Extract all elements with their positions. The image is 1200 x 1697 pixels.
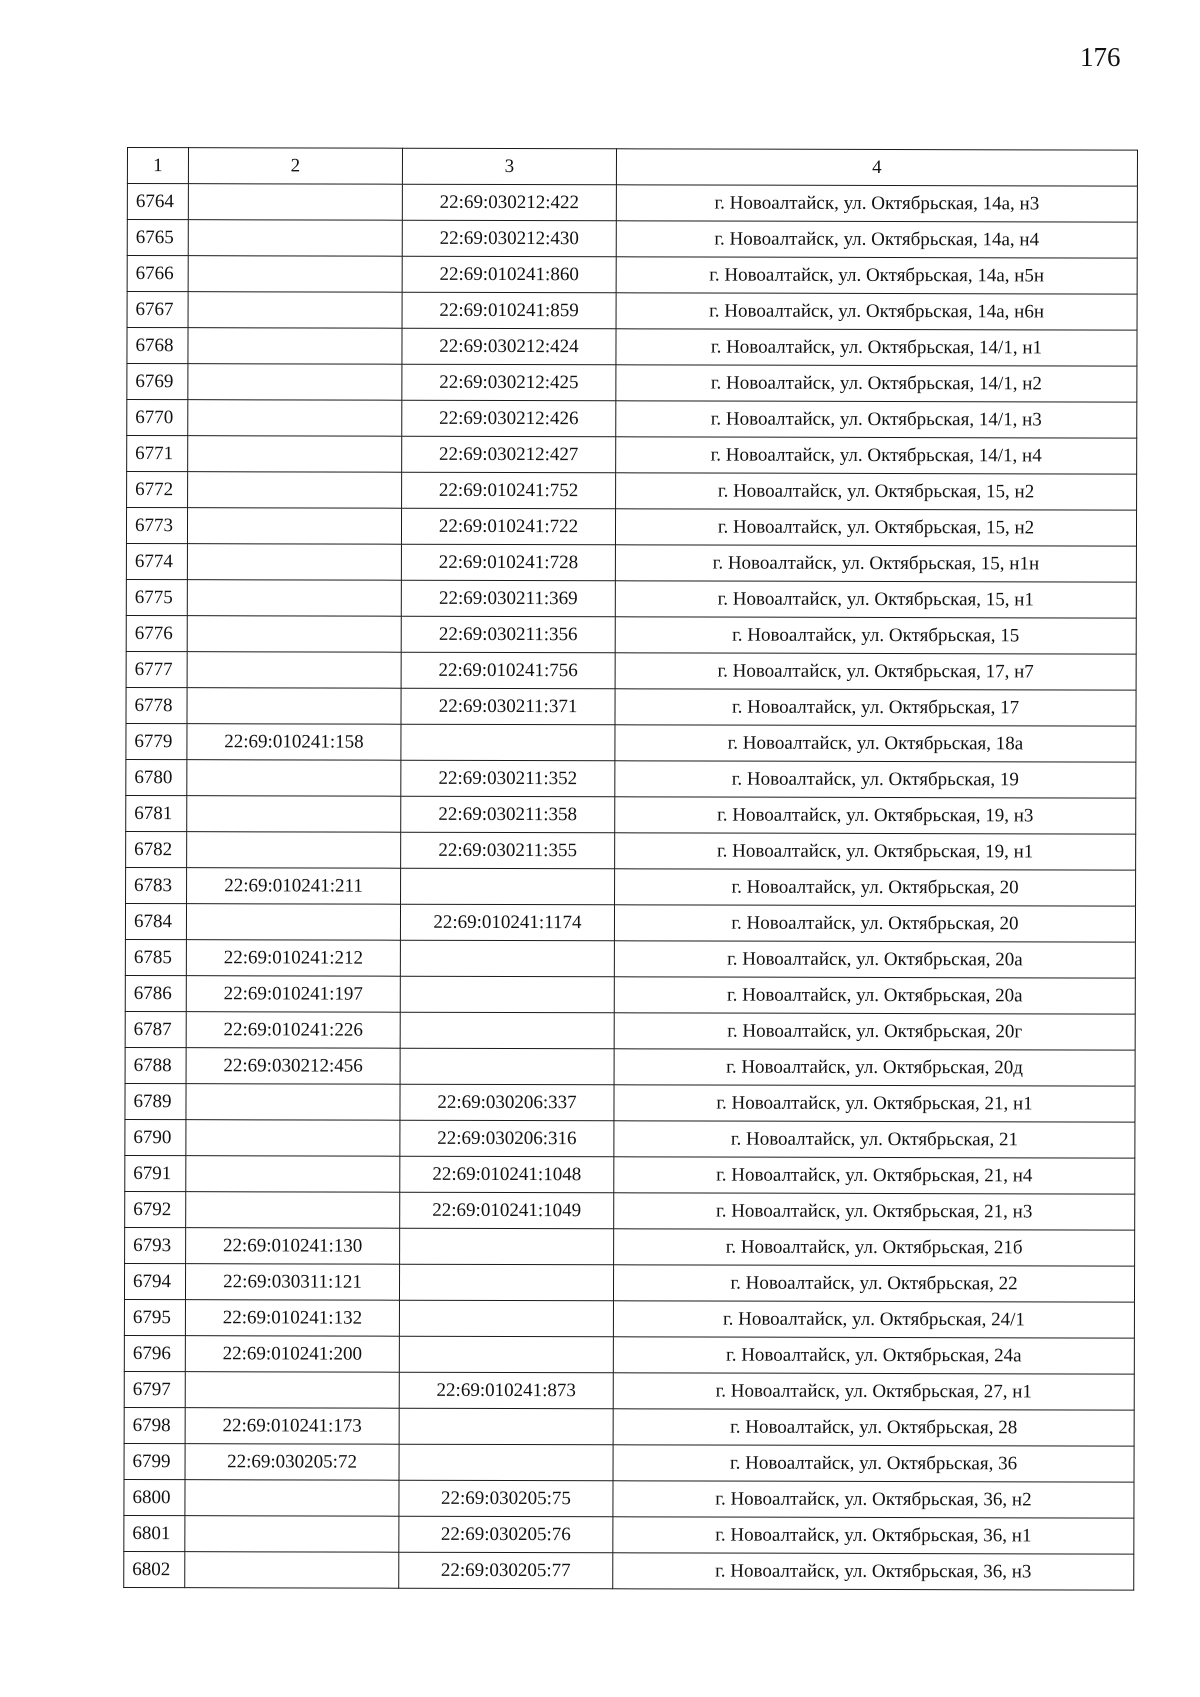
table-row [126,687,1136,726]
table-row [127,328,1137,367]
address-cell: г. Новоалтайск, ул. Октябрьская, 20а [614,977,1135,1014]
cadastral-number-cell-3 [401,724,615,761]
table-row [127,436,1137,475]
address-cell: г. Новоалтайск, ул. Октябрьская, 14/1, н3 [616,401,1137,438]
cadastral-number-cell-2 [186,904,400,941]
address-cell: г. Новоалтайск, ул. Октябрьская, 15 [615,617,1136,654]
address-cell: г. Новоалтайск, ул. Октябрьская, 14а, н6н [616,293,1137,330]
column-header-3: 3 [402,148,616,185]
cadastral-number-cell-2 [186,1084,400,1121]
cadastral-number-cell-2: 22:69:010241:130 [186,1228,400,1265]
address-cell: г. Новоалтайск, ул. Октябрьская, 20д [614,1049,1135,1086]
row-number-cell: 6779 [126,723,187,759]
cadastral-number-cell-2: 22:69:010241:211 [187,868,401,905]
address-cell: г. Новоалтайск, ул. Октябрьская, 20г [614,1013,1135,1050]
cadastral-number-cell-2 [185,1516,399,1553]
row-number-cell: 6790 [125,1119,186,1155]
row-number-cell: 6765 [127,220,188,256]
cadastral-number-cell-2 [187,832,401,869]
address-cell: г. Новоалтайск, ул. Октябрьская, 19, н1 [615,833,1136,870]
cadastral-number-cell-2 [188,364,402,401]
address-cell: г. Новоалтайск, ул. Октябрьская, 20 [615,869,1136,906]
row-number-cell: 6796 [124,1335,185,1371]
row-number-cell: 6772 [127,472,188,508]
page-number: 176 [1080,42,1121,72]
address-cell: г. Новоалтайск, ул. Октябрьская, 15, н2 [615,509,1136,546]
table-row [126,759,1136,798]
table-row [127,472,1137,511]
address-cell: г. Новоалтайск, ул. Октябрьская, 21, н1 [614,1085,1135,1122]
cadastral-number-cell-3: 22:69:030211:369 [401,580,615,617]
table-row [125,1119,1135,1158]
address-cell: г. Новоалтайск, ул. Октябрьская, 14а, н3 [616,185,1137,222]
row-number-cell: 6771 [127,436,188,472]
table-row [124,1371,1134,1410]
table-row [125,903,1135,942]
table-row [126,867,1136,906]
cadastral-number-cell-3: 22:69:010241:1048 [400,1156,614,1193]
row-number-cell: 6767 [127,292,188,328]
cadastral-number-cell-3: 22:69:030212:427 [402,436,616,473]
cadastral-number-cell-3 [400,1012,614,1049]
cadastral-number-cell-3: 22:69:030205:76 [399,1516,613,1553]
row-number-cell: 6783 [126,867,187,903]
table-row [125,1191,1135,1230]
row-number-cell: 6802 [124,1551,185,1587]
cadastral-number-cell-3: 22:69:030205:77 [399,1552,613,1589]
address-cell: г. Новоалтайск, ул. Октябрьская, 14а, н4 [616,221,1137,258]
table-row [126,543,1136,582]
cadastral-number-cell-3: 22:69:030211:352 [401,760,615,797]
table-row [127,364,1137,403]
cadastral-number-cell-2 [187,796,401,833]
cadastral-number-cell-3: 22:69:030206:316 [400,1120,614,1157]
table-row [124,1263,1134,1302]
row-number-cell: 6769 [127,364,188,400]
address-cell: г. Новоалтайск, ул. Октябрьская, 21, н3 [614,1193,1135,1230]
row-number-cell: 6782 [126,831,187,867]
row-number-cell: 6784 [125,903,186,939]
cadastral-number-cell-3: 22:69:030206:337 [400,1084,614,1121]
cadastral-number-cell-2 [187,580,401,617]
table-row [125,1047,1135,1086]
column-header-2: 2 [188,148,402,185]
table-row [125,975,1135,1014]
cadastral-number-cell-2 [185,1480,399,1517]
cadastral-number-cell-3: 22:69:010241:859 [402,292,616,329]
table-row [127,184,1137,223]
cadastral-number-cell-3: 22:69:010241:728 [401,544,615,581]
row-number-cell: 6776 [126,615,187,651]
address-cell: г. Новоалтайск, ул. Октябрьская, 15, н1 [615,581,1136,618]
cadastral-number-cell-2 [186,1156,400,1193]
cadastral-number-cell-3: 22:69:030211:358 [401,796,615,833]
table-row [124,1299,1134,1338]
address-cell: г. Новоалтайск, ул. Октябрьская, 36 [613,1445,1134,1482]
cadastral-number-cell-3 [401,868,615,905]
address-cell: г. Новоалтайск, ул. Октябрьская, 20а [614,941,1135,978]
cadastral-number-cell-3 [399,1264,613,1301]
cadastral-number-cell-2: 22:69:030212:456 [186,1048,400,1085]
table-row [126,579,1136,618]
cadastral-number-cell-2: 22:69:010241:212 [186,940,400,977]
address-cell: г. Новоалтайск, ул. Октябрьская, 20 [614,905,1135,942]
address-cell: г. Новоалтайск, ул. Октябрьская, 19, н3 [615,797,1136,834]
cadastral-number-cell-2 [186,1192,400,1229]
row-number-cell: 6794 [124,1263,185,1299]
row-number-cell: 6788 [125,1047,186,1083]
cadastral-number-cell-3: 22:69:030205:75 [399,1480,613,1517]
row-number-cell: 6799 [124,1443,185,1479]
cadastral-number-cell-2 [188,400,402,437]
row-number-cell: 6778 [126,687,187,723]
cadastral-number-cell-2 [187,688,401,725]
row-number-cell: 6786 [125,975,186,1011]
table-row [124,1407,1134,1446]
property-register-table [123,147,1138,1591]
cadastral-number-cell-3: 22:69:010241:873 [399,1372,613,1409]
row-number-cell: 6791 [125,1155,186,1191]
cadastral-number-cell-3 [399,1408,613,1445]
cadastral-number-cell-3: 22:69:010241:756 [401,652,615,689]
table-row [124,1335,1134,1374]
row-number-cell: 6785 [125,939,186,975]
cadastral-number-cell-2 [187,508,401,545]
address-cell: г. Новоалтайск, ул. Октябрьская, 22 [613,1265,1134,1302]
row-number-cell: 6792 [125,1191,186,1227]
address-cell: г. Новоалтайск, ул. Октябрьская, 28 [613,1409,1134,1446]
cadastral-number-cell-2 [187,616,401,653]
cadastral-number-cell-2 [188,292,402,329]
cadastral-number-cell-2 [185,1372,399,1409]
address-cell: г. Новоалтайск, ул. Октябрьская, 15, н2 [616,473,1137,510]
row-number-cell: 6770 [127,400,188,436]
table-row [127,400,1137,439]
table-row [125,1227,1135,1266]
table-row [126,651,1136,690]
row-number-cell: 6764 [127,184,188,220]
cadastral-number-cell-3: 22:69:010241:1049 [400,1192,614,1229]
row-number-cell: 6801 [124,1515,185,1551]
address-cell: г. Новоалтайск, ул. Октябрьская, 24/1 [613,1301,1134,1338]
cadastral-number-cell-3 [399,1444,613,1481]
address-cell: г. Новоалтайск, ул. Октябрьская, 14/1, н4 [616,437,1137,474]
row-number-cell: 6787 [125,1011,186,1047]
row-number-cell: 6789 [125,1083,186,1119]
column-header-1: 1 [127,148,188,184]
cadastral-number-cell-2 [186,1120,400,1157]
cadastral-number-cell-2: 22:69:010241:226 [186,1012,400,1049]
cadastral-number-cell-3 [400,1048,614,1085]
cadastral-number-cell-3: 22:69:030211:356 [401,616,615,653]
address-cell: г. Новоалтайск, ул. Октябрьская, 17, н7 [615,653,1136,690]
address-cell: г. Новоалтайск, ул. Октябрьская, 21 [614,1121,1135,1158]
address-cell: г. Новоалтайск, ул. Октябрьская, 15, н1н [615,545,1136,582]
cadastral-number-cell-3: 22:69:030212:425 [402,364,616,401]
cadastral-number-cell-3: 22:69:030212:424 [402,328,616,365]
cadastral-number-cell-3: 22:69:030211:355 [401,832,615,869]
cadastral-number-cell-2: 22:69:010241:173 [185,1408,399,1445]
cadastral-number-cell-3: 22:69:010241:722 [401,508,615,545]
address-cell: г. Новоалтайск, ул. Октябрьская, 14а, н5н [616,257,1137,294]
cadastral-number-cell-2: 22:69:010241:158 [187,724,401,761]
cadastral-number-cell-3 [399,1336,613,1373]
cadastral-number-cell-3 [400,1228,614,1265]
cadastral-number-cell-3: 22:69:030212:426 [402,400,616,437]
cadastral-number-cell-2 [188,472,402,509]
table-row [126,615,1136,654]
address-cell: г. Новоалтайск, ул. Октябрьская, 17 [615,689,1136,726]
row-number-cell: 6800 [124,1479,185,1515]
cadastral-number-cell-3: 22:69:010241:1174 [400,904,614,941]
table-row [127,256,1137,295]
table-row [124,1551,1134,1590]
cadastral-number-cell-3: 22:69:010241:752 [402,472,616,509]
row-number-cell: 6781 [126,795,187,831]
row-number-cell: 6797 [124,1371,185,1407]
table-row [127,220,1137,259]
table-row [124,1443,1134,1482]
address-cell: г. Новоалтайск, ул. Октябрьская, 21б [614,1229,1135,1266]
cadastral-number-cell-2: 22:69:010241:132 [185,1300,399,1337]
address-cell: г. Новоалтайск, ул. Октябрьская, 18а [615,725,1136,762]
table-row [125,1083,1135,1122]
row-number-cell: 6795 [124,1299,185,1335]
cadastral-number-cell-3: 22:69:030212:430 [402,220,616,257]
row-number-cell: 6793 [125,1227,186,1263]
table-row [126,795,1136,834]
cadastral-number-cell-2: 22:69:010241:200 [185,1336,399,1373]
cadastral-number-cell-2 [188,220,402,257]
address-cell: г. Новоалтайск, ул. Октябрьская, 36, н1 [613,1517,1134,1554]
cadastral-number-cell-3: 22:69:010241:860 [402,256,616,293]
table-row [125,939,1135,978]
address-cell: г. Новоалтайск, ул. Октябрьская, 14/1, н1 [616,329,1137,366]
cadastral-number-cell-2 [188,328,402,365]
table-row [126,508,1136,547]
row-number-cell: 6780 [126,759,187,795]
address-cell: г. Новоалтайск, ул. Октябрьская, 19 [615,761,1136,798]
row-number-cell: 6773 [126,508,187,544]
cadastral-number-cell-2 [187,760,401,797]
cadastral-number-cell-3: 22:69:030212:422 [402,184,616,221]
cadastral-number-cell-2: 22:69:030311:121 [185,1264,399,1301]
cadastral-number-cell-2 [185,1552,399,1589]
cadastral-number-cell-3 [400,940,614,977]
address-cell: г. Новоалтайск, ул. Октябрьская, 21, н4 [614,1157,1135,1194]
table-row [125,1011,1135,1050]
row-number-cell: 6766 [127,256,188,292]
cadastral-number-cell-2 [188,436,402,473]
address-cell: г. Новоалтайск, ул. Октябрьская, 14/1, н2 [616,365,1137,402]
cadastral-number-cell-2 [187,652,401,689]
cadastral-number-cell-3 [400,976,614,1013]
table-body [124,184,1138,1591]
table-row [126,831,1136,870]
address-cell: г. Новоалтайск, ул. Октябрьская, 27, н1 [613,1373,1134,1410]
header-row [127,148,1137,187]
cadastral-number-cell-2 [188,256,402,293]
table-row [126,723,1136,762]
row-number-cell: 6798 [124,1407,185,1443]
row-number-cell: 6768 [127,328,188,364]
table-row [125,1155,1135,1194]
row-number-cell: 6775 [126,579,187,615]
row-number-cell: 6777 [126,651,187,687]
cadastral-number-cell-3: 22:69:030211:371 [401,688,615,725]
address-cell: г. Новоалтайск, ул. Октябрьская, 36, н3 [613,1553,1134,1590]
table-row [127,292,1137,331]
table-row [124,1479,1134,1518]
cadastral-number-cell-2: 22:69:030205:72 [185,1444,399,1481]
cadastral-number-cell-2: 22:69:010241:197 [186,976,400,1013]
table-row [124,1515,1134,1554]
column-header-4: 4 [616,149,1137,186]
table-header [127,148,1137,187]
row-number-cell: 6774 [126,543,187,579]
address-cell: г. Новоалтайск, ул. Октябрьская, 36, н2 [613,1481,1134,1518]
cadastral-number-cell-2 [187,544,401,581]
cadastral-number-cell-3 [399,1300,613,1337]
cadastral-number-cell-2 [188,184,402,221]
address-cell: г. Новоалтайск, ул. Октябрьская, 24а [613,1337,1134,1374]
